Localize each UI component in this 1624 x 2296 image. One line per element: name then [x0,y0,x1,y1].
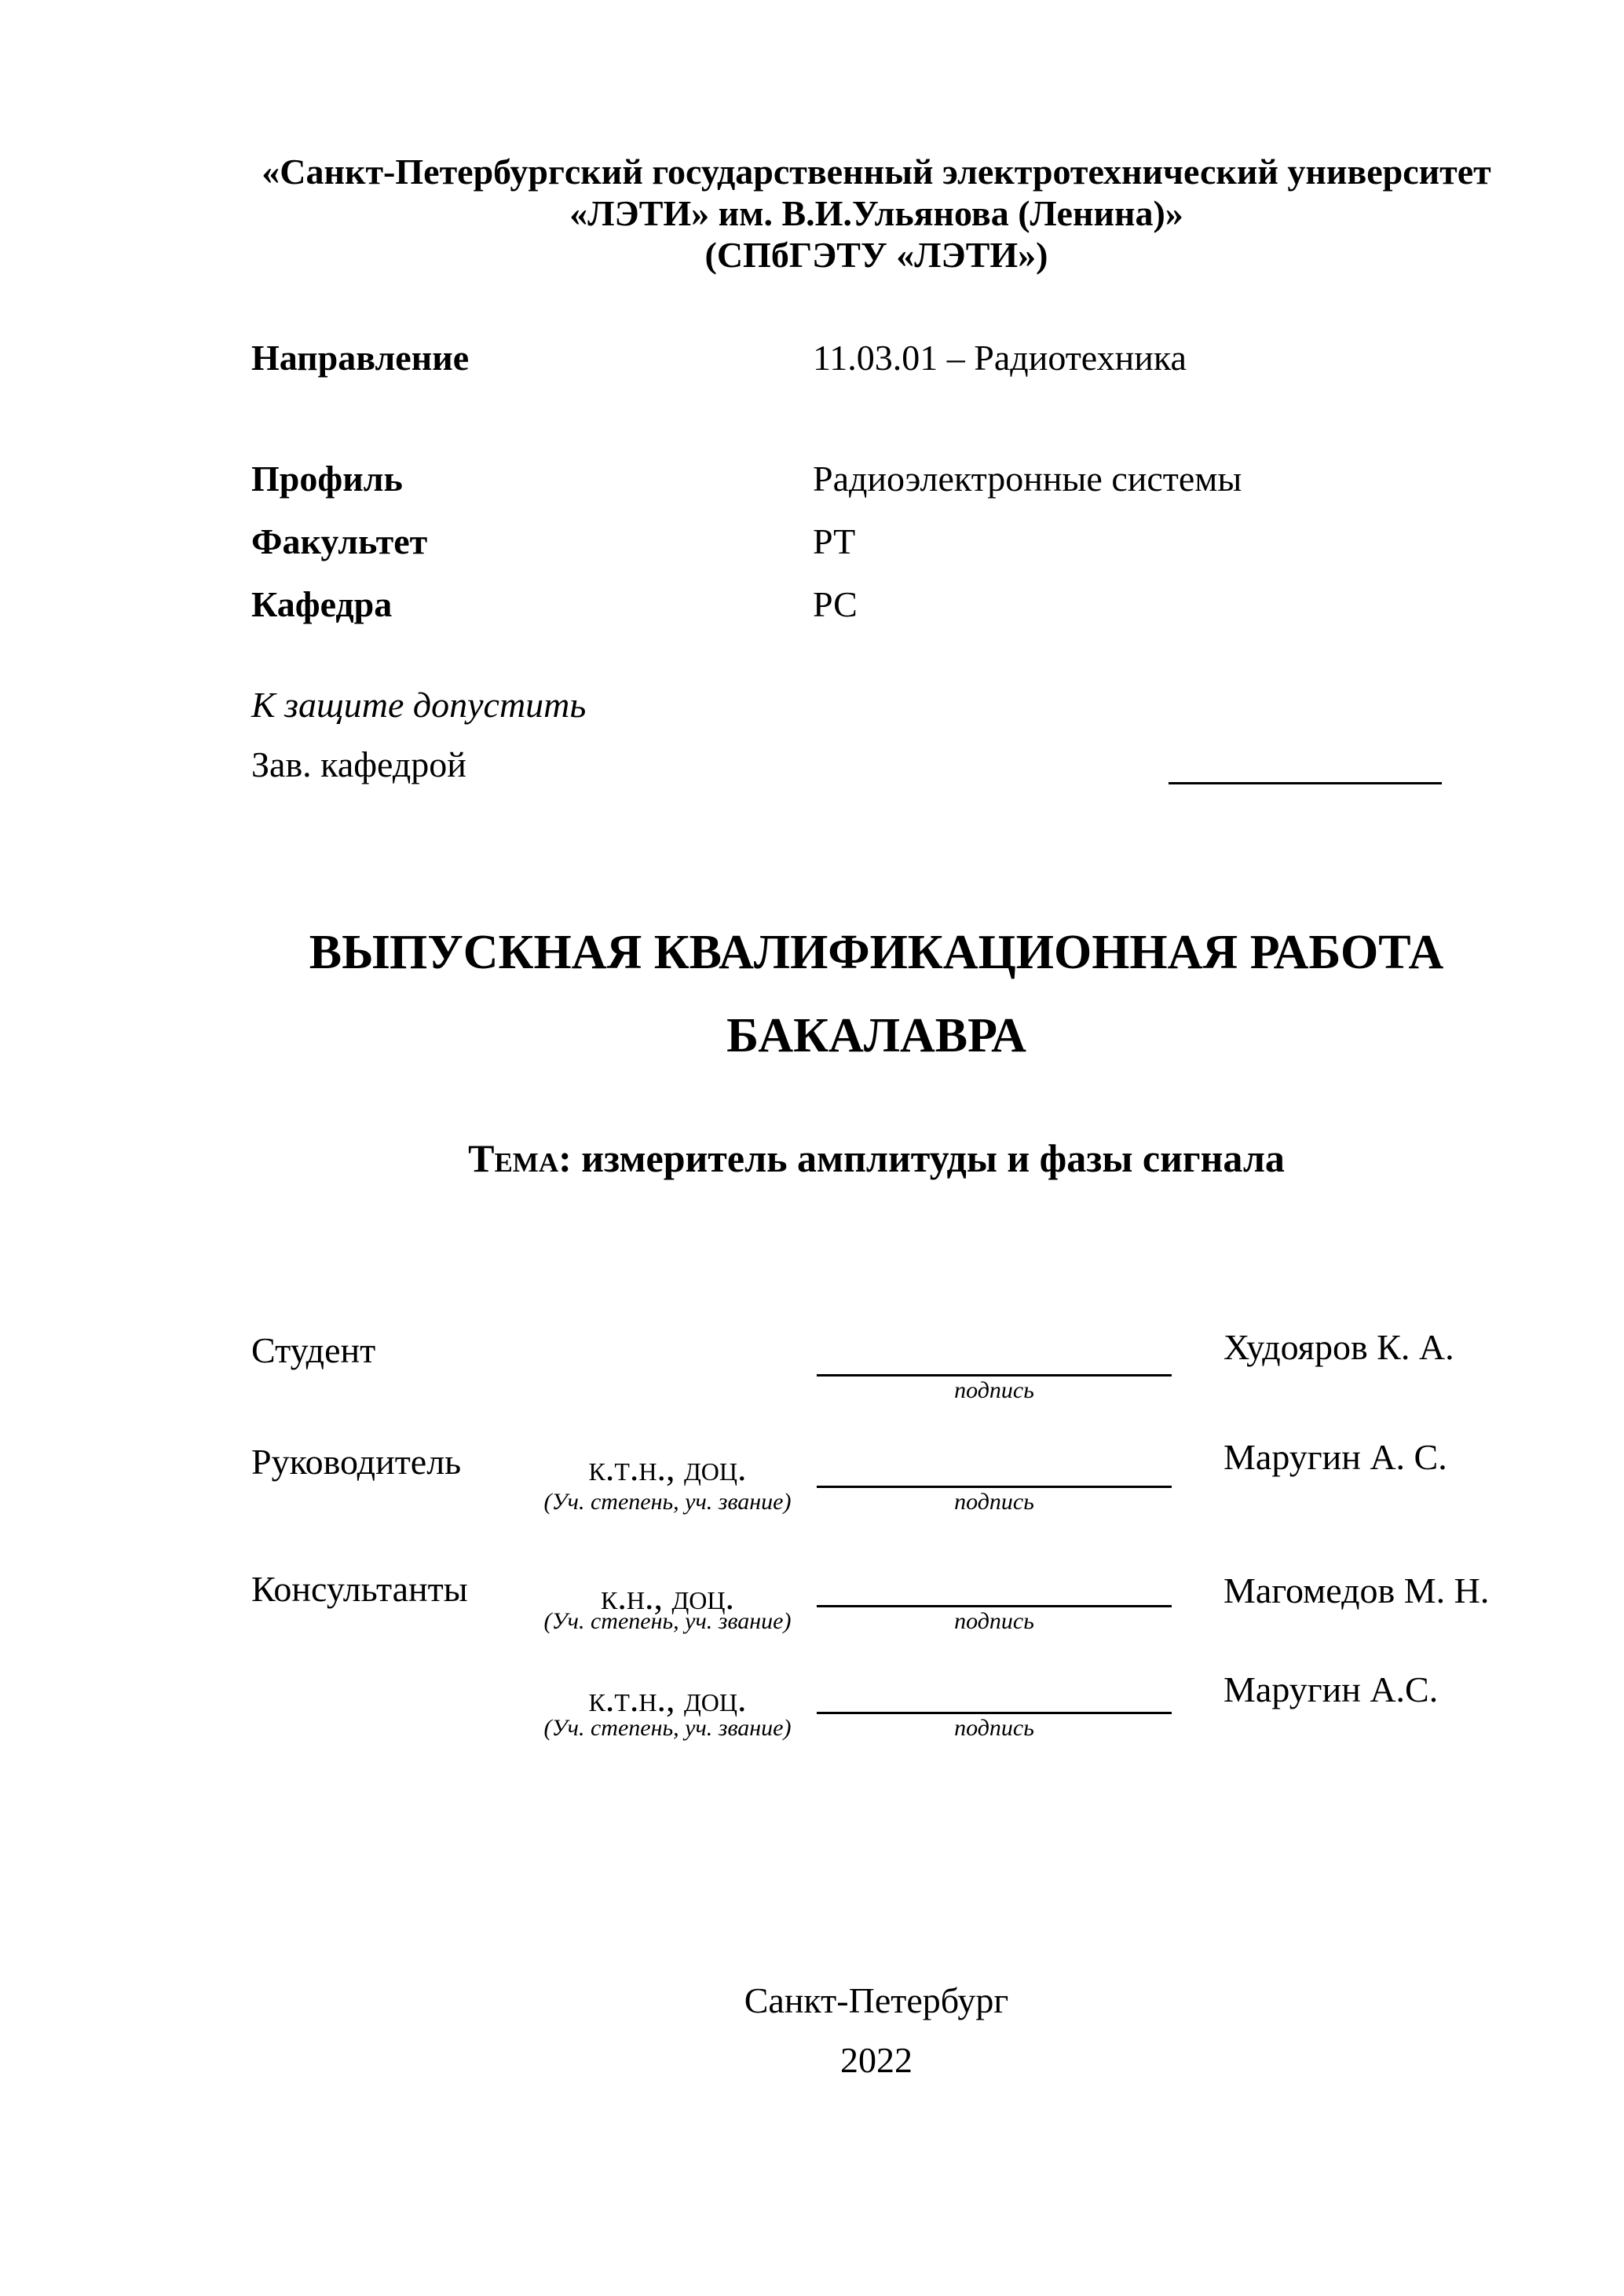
university-name-line3: (СПбГЭТУ «ЛЭТИ») [704,235,1048,275]
sign-caption: подпись [954,1608,1034,1634]
field-value-direction: 11.03.01 – Радиотехника [813,338,1187,378]
theme-line [251,1135,1501,1181]
signature-line [817,1347,1172,1377]
field-value-faculty: РТ [813,521,856,561]
field-label-faculty: Факультет [251,521,428,561]
signature-line [817,1578,1172,1607]
signature-row-supervisor [0,1437,1624,1531]
person-name: Маругин А. С. [1223,1437,1447,1477]
university-name-line2: «ЛЭТИ» им. В.И.Ульянова (Ленина)» [569,193,1183,233]
university-header [251,151,1501,276]
field-label-direction: Направление [251,338,470,378]
work-title-line2: БАКАЛАВРА [726,1009,1026,1062]
footer-city: Санкт-Петербург [744,1980,1009,2020]
signature-row-consultant-1 [0,1563,1624,1657]
role-label: Руководитель [251,1442,462,1482]
footer-year: 2022 [840,2040,913,2080]
field-label-department: Кафедра [251,584,393,624]
signature-row-student [0,1327,1624,1421]
sign-caption: подпись [954,1377,1034,1403]
sign-caption: подпись [954,1489,1034,1515]
field-value-department: РС [813,584,858,624]
theme-text: измеритель амплитуды и фазы сигнала [571,1136,1285,1180]
sign-caption: подпись [954,1715,1034,1741]
degree-label: к.н., доц. [601,1577,734,1617]
theme-label: Тема: [468,1136,572,1180]
department-head-label: Зав. кафедрой [251,744,466,784]
degree-label: к.т.н., доц. [588,1679,747,1719]
work-title-line1: ВЫПУСКНАЯ КВАЛИФИКАЦИОННАЯ РАБОТА [309,926,1444,979]
role-label: Консультанты [251,1569,468,1609]
person-name: Магомедов М. Н. [1223,1570,1490,1610]
person-name: Маругин А.С. [1223,1669,1439,1709]
university-name-line1: «Санкт-Петербургский государственный электротехнический университет [262,152,1491,192]
field-label-profile: Профиль [251,459,403,499]
degree-caption: (Уч. степень, уч. звание) [543,1489,792,1515]
signature-line [817,1459,1172,1488]
signature-row-consultant-2 [0,1665,1624,1759]
degree-caption: (Уч. степень, уч. звание) [543,1715,792,1741]
field-value-profile: Радиоэлектронные системы [813,459,1242,499]
role-label: Студент [251,1330,376,1370]
degree-caption: (Уч. степень, уч. звание) [543,1608,792,1634]
signature-line [817,1685,1172,1714]
department-head-signature-line [1169,759,1442,784]
admission-permit-note: К защите допустить [251,685,587,725]
degree-label: к.т.н., доц. [588,1448,747,1488]
person-name: Худояров К. А. [1223,1327,1454,1367]
